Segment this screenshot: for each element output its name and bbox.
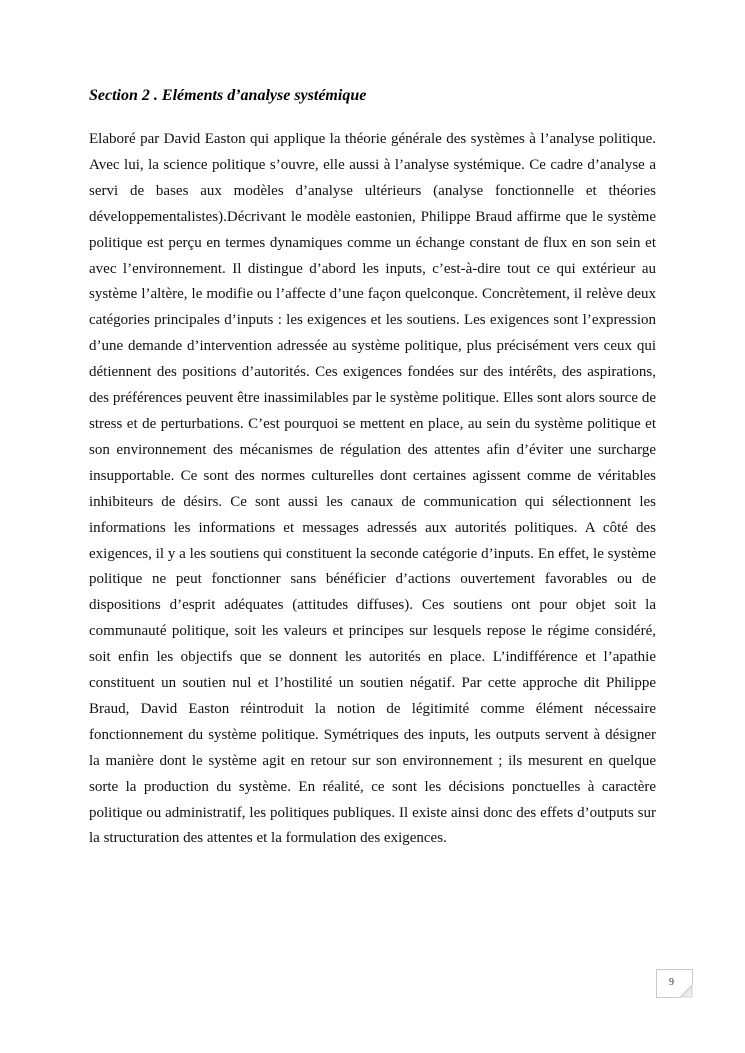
- folded-corner-icon: [679, 984, 693, 998]
- page-number: 9: [669, 977, 674, 988]
- page-number-badge: [656, 969, 693, 998]
- section-heading: Section 2 . Eléments d’analyse systémique: [89, 87, 367, 104]
- body-paragraph: Elaboré par David Easton qui applique la théorie générale des systèmes à l’analyse politique. Avec lui, la science politique s’ouvre, elle aussi à l’analyse systémique. Ce cadre d’analyse a servi de bases aux modèles d’analyse ultérieurs (analyse fonctionnelle et théories développementalistes).Décrivant le modèle eastonien, Philippe Braud affirme que le système politique est perçu en termes dynamiques comme un échange constant de flux en son sein et avec l’environnement. Il distingue d’abord les inputs, c’est-à-dire tout ce qui extérieur au système l’altère, le modifie ou l’affecte d’une façon quelconque. Concrètement, il relève deux catégories principales d’inputs : les exigences et les soutiens. Les exigences sont l’expression d’une demande d’intervention adressée au système politique, plus précisément vers ceux qui détiennent des positions d’autorités. Ces exigences fondées sur des intérêts, des aspirations, des préférences peuvent être inassimilables par le système politique. Elles sont alors source de stress et de perturbations. C’est pourquoi se mettent en place, au sein du système politique et son environnement des mécanismes de régulation des attentes afin d’éviter une surcharge insupportable. Ce sont des normes culturelles dont certaines agissent comme de véritables inhibiteurs de désirs. Ce sont aussi les canaux de communication qui sélectionnent les informations les informations et messages adressés aux autorités politiques. A côté des exigences, il y a les soutiens qui constituent la seconde catégorie d’inputs. En effet, le système politique ne peut fonctionner sans bénéficier d’actions ouvertement favorables ou de dispositions d’esprit adéquates (attitudes diffuses). Ces soutiens ont pour objet soit la communauté politique, soit les valeurs et principes sur lesquels repose le régime considéré, soit enfin les objectifs que se donnent les autorités en place. L’indifférence et l’apathie constituent un soutien nul et l’hostilité un soutien négatif. Par cette approche dit Philippe Braud, David Easton réintroduit la notion de légitimité comme élément nécessaire fonctionnement du système politique. Symétriques des inputs, les outputs servent à désigner la manière dont le système agit en retour sur son environnement ; ils mesurent en quelque sorte la production du système. En réalité, ce sont les décisions ponctuelles à caractère politique ou administratif, les politiques publiques. Il existe ainsi donc des effets d’outputs sur la structuration des attentes et la formulation des exigences.: [89, 131, 656, 847]
- page-content: [89, 86, 656, 852]
